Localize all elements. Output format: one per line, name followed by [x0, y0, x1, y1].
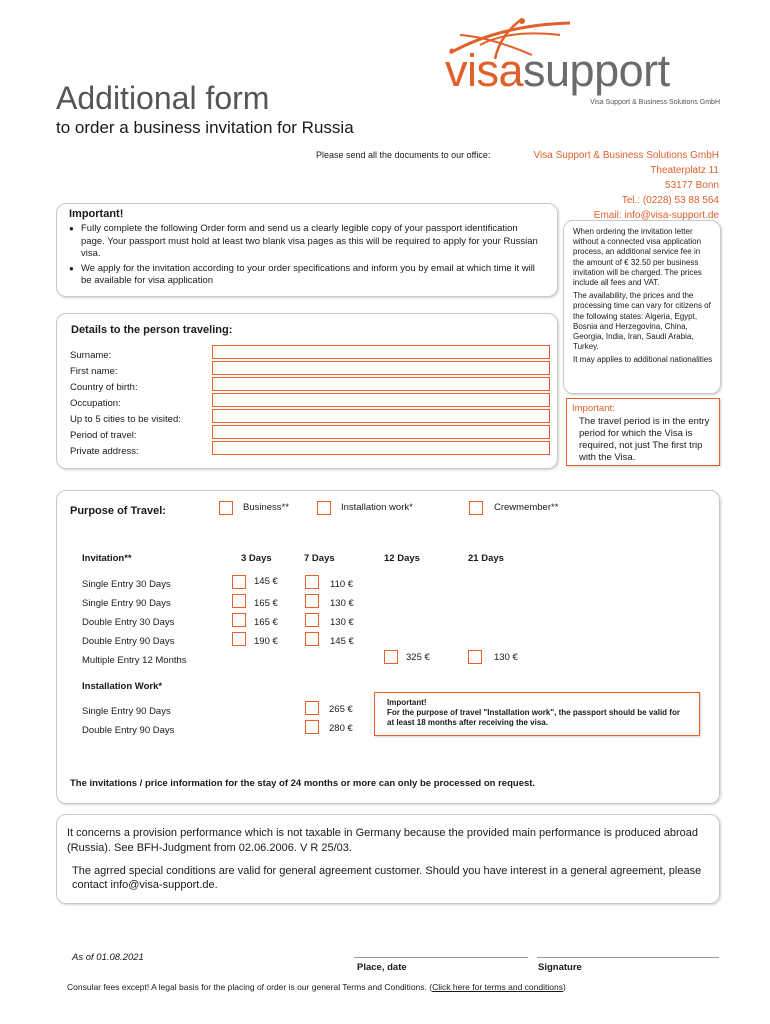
price-checkbox[interactable]	[232, 613, 246, 627]
installation-work-checkbox[interactable]	[317, 501, 331, 515]
logo-support: support	[523, 45, 670, 96]
office-email[interactable]: Email: info@visa-support.de	[593, 210, 719, 221]
important-list	[69, 223, 539, 290]
installation-heading: Installation Work*	[82, 681, 163, 692]
office-city: 53177 Bonn	[665, 180, 719, 191]
period-of-travel-field[interactable]	[212, 425, 550, 439]
price-checkbox[interactable]	[305, 594, 319, 608]
price-checkbox[interactable]	[305, 575, 319, 589]
logo	[440, 15, 730, 115]
page-title: Additional form	[56, 80, 270, 116]
tax-paragraph-1: It concerns a provision performance which is not taxable in Germany because the provided main performance is produced abroad (Russia). See BFH-Judgment from 02.06.2006. V R 25/03.	[67, 827, 699, 854]
col-3-days: 3 Days	[241, 553, 272, 564]
place-date-line	[354, 957, 528, 958]
invitation-heading: Invitation**	[82, 553, 132, 564]
price-checkbox[interactable]	[468, 650, 482, 664]
col-7-days: 7 Days	[304, 553, 335, 564]
field-label-country-of-birth: Country of birth:	[70, 382, 138, 393]
field-label-period: Period of travel:	[70, 430, 137, 441]
purpose-box	[56, 490, 720, 804]
office-phone: Tel.: (0228) 53 88 564	[621, 195, 719, 206]
logo-visa: visa	[445, 45, 524, 96]
price-checkbox[interactable]	[305, 701, 319, 715]
field-label-cities: Up to 5 cities to be visited:	[70, 414, 181, 425]
surname-field[interactable]	[212, 345, 550, 359]
field-label-occupation: Occupation:	[70, 398, 121, 409]
price-checkbox[interactable]	[232, 575, 246, 589]
travel-note-heading: Important:	[572, 403, 615, 414]
business-label: Business**	[243, 502, 289, 513]
details-heading: Details to the person traveling:	[71, 324, 233, 336]
page-subtitle: to order a business invitation for Russia	[56, 118, 354, 137]
footer-terms	[67, 982, 566, 992]
price-checkbox[interactable]	[232, 594, 246, 608]
side-note-p3: It may applies to additional nationalities	[573, 355, 713, 365]
important-item: ● We apply for the invitation according to your order specifications and inform you by email at which time it will be available for visa application	[69, 263, 539, 288]
row-label: Double Entry 30 Days	[82, 617, 175, 628]
purpose-heading: Purpose of Travel:	[70, 505, 166, 517]
travel-note-text: The travel period is in the entry period for which the Visa is required, not just The first trip with the Visa.	[579, 416, 710, 463]
price-checkbox[interactable]	[384, 650, 398, 664]
row-label: Multiple Entry 12 Months	[82, 655, 187, 666]
row-label: Single Entry 90 Days	[82, 598, 171, 609]
price-value: 145 €	[330, 636, 354, 647]
private-address-field[interactable]	[212, 441, 550, 455]
cities-field[interactable]	[212, 409, 550, 423]
row-label: Double Entry 90 Days	[82, 725, 175, 736]
field-label-address: Private address:	[70, 446, 139, 457]
row-label: Single Entry 30 Days	[82, 579, 171, 590]
office-company: Visa Support & Business Solutions GmbH	[533, 150, 719, 161]
terms-link[interactable]: Click here for terms and conditions	[432, 982, 563, 992]
installation-note-text: For the purpose of travel "Installation work", the passport should be valid for at least 18 months after receiving the visa.	[387, 708, 680, 727]
price-value: 165 €	[254, 598, 278, 609]
office-street: Theaterplatz 11	[650, 165, 719, 176]
price-value: 280 €	[329, 723, 353, 734]
side-note-text	[573, 227, 713, 366]
installation-work-label: Installation work*	[341, 502, 413, 513]
price-checkbox[interactable]	[305, 720, 319, 734]
crewmember-label: Crewmember**	[494, 502, 559, 513]
price-value: 145 €	[254, 576, 278, 587]
occupation-field[interactable]	[212, 393, 550, 407]
side-note-box	[563, 220, 721, 394]
important-heading: Important!	[69, 208, 124, 220]
col-21-days: 21 Days	[468, 553, 504, 564]
logo-tagline: Visa Support & Business Solutions GmbH	[590, 99, 720, 106]
business-checkbox[interactable]	[219, 501, 233, 515]
tax-box	[56, 814, 720, 904]
price-value: 265 €	[329, 704, 353, 715]
tax-paragraph-2: The agrred special conditions are valid for general agreement customer. Should you have interest in a general agreement, please contact info@visa-support.de.	[72, 865, 702, 891]
logo-wordmark	[445, 45, 670, 97]
price-checkbox[interactable]	[305, 632, 319, 646]
signature-label: Signature	[538, 962, 582, 973]
price-value: 110 €	[330, 579, 354, 590]
travel-period-note	[566, 398, 720, 466]
installation-note-title: Important!	[387, 698, 427, 707]
important-box	[56, 203, 558, 297]
side-note-p2: The availability, the prices and the processing time can vary for citizens of the following states: Algeria, Egypt, Bosnia and Herzegovina, China, Georgia, India, Iran, Saudi Arabia, Turkey.	[573, 291, 711, 352]
price-checkbox[interactable]	[232, 632, 246, 646]
col-12-days: 12 Days	[384, 553, 420, 564]
side-note-p1: When ordering the invitation letter without a connected visa application process, an additional service fee in the amount of € 32.50 per business invitation will be charged. The prices include all fees and VAT.	[573, 227, 702, 288]
crewmember-checkbox[interactable]	[469, 501, 483, 515]
place-date-label: Place, date	[357, 962, 407, 973]
purpose-footer: The invitations / price information for the stay of 24 months or more can only be processed on request.	[70, 778, 536, 789]
office-intro: Please send all the documents to our office:	[316, 150, 491, 160]
field-label-first-name: First name:	[70, 366, 118, 377]
price-checkbox[interactable]	[305, 613, 319, 627]
important-item: ● Fully complete the following Order form and send us a clearly legible copy of your passport identification page. Your passport must hold at least two blank visa pages as this will be required to apply for your Russian visa.	[69, 223, 539, 261]
signature-line	[537, 957, 719, 958]
row-label: Single Entry 90 Days	[82, 706, 171, 717]
footer-close: )	[562, 982, 566, 992]
price-value: 325 €	[406, 652, 430, 663]
price-value: 165 €	[254, 617, 278, 628]
field-label-surname: Surname:	[70, 350, 112, 361]
price-value: 130 €	[330, 617, 354, 628]
footer-text: Consular fees except! A legal basis for the placing of order is our general Terms and Conditions. (	[67, 982, 433, 992]
price-value: 190 €	[254, 636, 278, 647]
installation-note	[374, 692, 700, 736]
first-name-field[interactable]	[212, 361, 550, 375]
price-value: 130 €	[330, 598, 354, 609]
as-of-date: As of 01.08.2021	[72, 952, 144, 963]
row-label: Double Entry 90 Days	[82, 636, 175, 647]
country-of-birth-field[interactable]	[212, 377, 550, 391]
price-value: 130 €	[494, 652, 518, 663]
